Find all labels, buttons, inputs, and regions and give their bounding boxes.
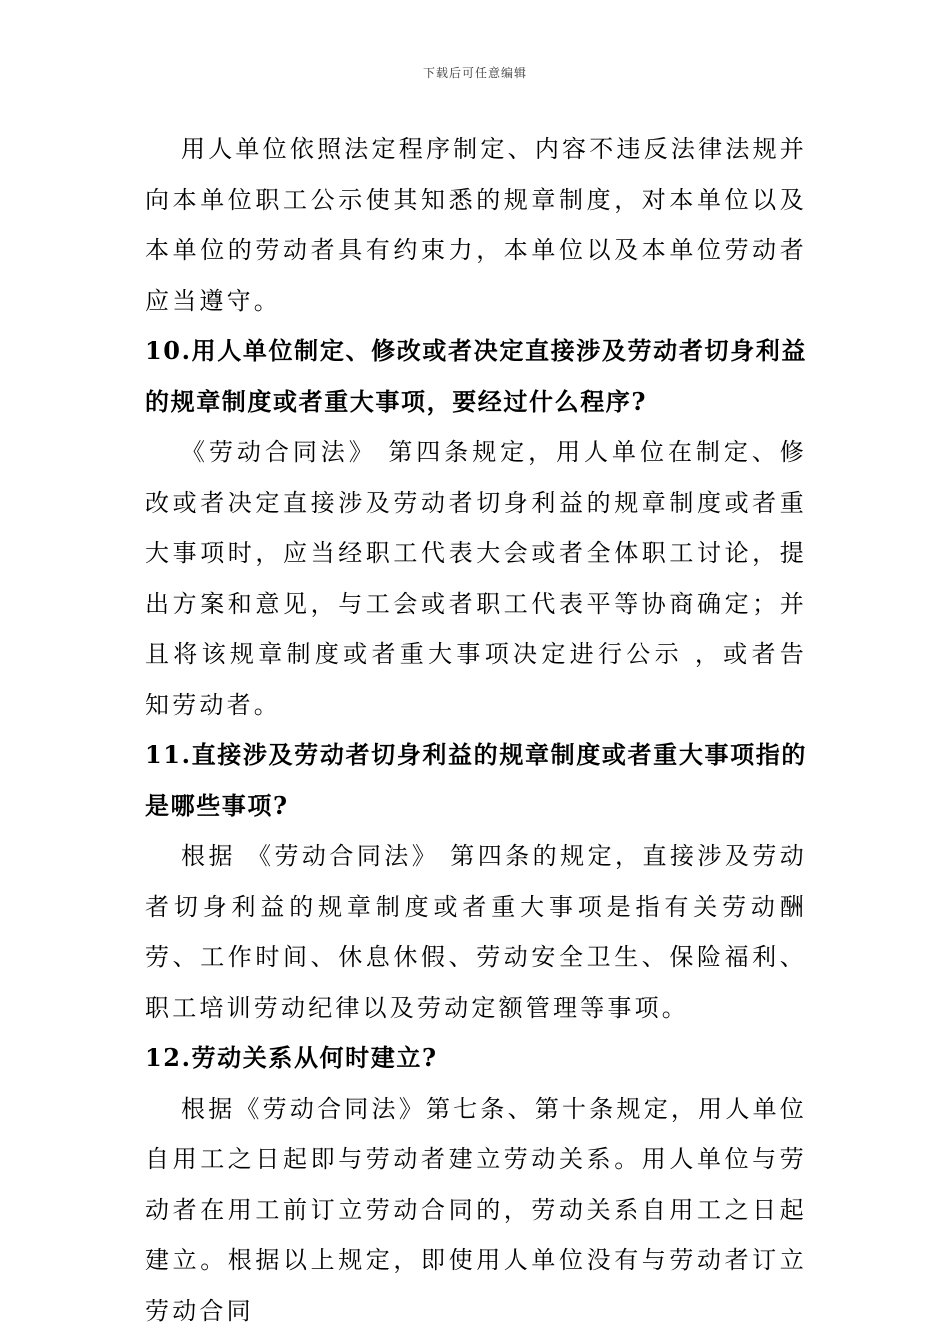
page-header-note: 下载后可任意编辑 <box>422 66 527 80</box>
document-body <box>145 124 807 1336</box>
answer-11-paragraph: 根据 《劳动合同法》 第四条的规定，直接涉及劳动者切身利益的规章制度或者重大事项是指有关劳动酬劳、工作时间、休息休假、劳动安全卫生、保险福利、职工培训劳动纪律以及劳动定额管理等事项。 <box>145 842 807 1022</box>
intro-paragraph: 用人单位依照法定程序制定、内容不违反法律法规并向本单位职工公示使其知悉的规章制度，对本单位以及本单位的劳动者具有约束力，本单位以及本单位劳动者应当遵守。 <box>145 135 807 315</box>
answer-12-paragraph: 根据《劳动合同法》第七条、第十条规定，用人单位自用工之日起即与劳动者建立劳动关系。用人单位与劳动者在用工前订立劳动合同的，劳动关系自用工之日起建立。根据以上规定，即使用人单位没有与劳动者订立劳动合同 <box>145 1094 807 1325</box>
question-10-heading: 10.用人单位制定、修改或者决定直接涉及劳动者切身利益的规章制度或者重大事项，要经过什么程序? <box>145 336 807 416</box>
answer-10-paragraph: 《劳动合同法》 第四条规定，用人单位在制定、修改或者决定直接涉及劳动者切身利益的规章制度或者重大事项时，应当经职工代表大会或者全体职工讨论，提出方案和意见，与工会或者职工代表平等协商确定；并且将该规章制度或者重大事项决定进行公示 ，或者告知劳动者。 <box>145 438 807 719</box>
question-12-heading: 12.劳动关系从何时建立? <box>145 1043 438 1072</box>
question-11-heading: 11.直接涉及劳动者切身利益的规章制度或者重大事项指的是哪些事项? <box>145 740 807 820</box>
